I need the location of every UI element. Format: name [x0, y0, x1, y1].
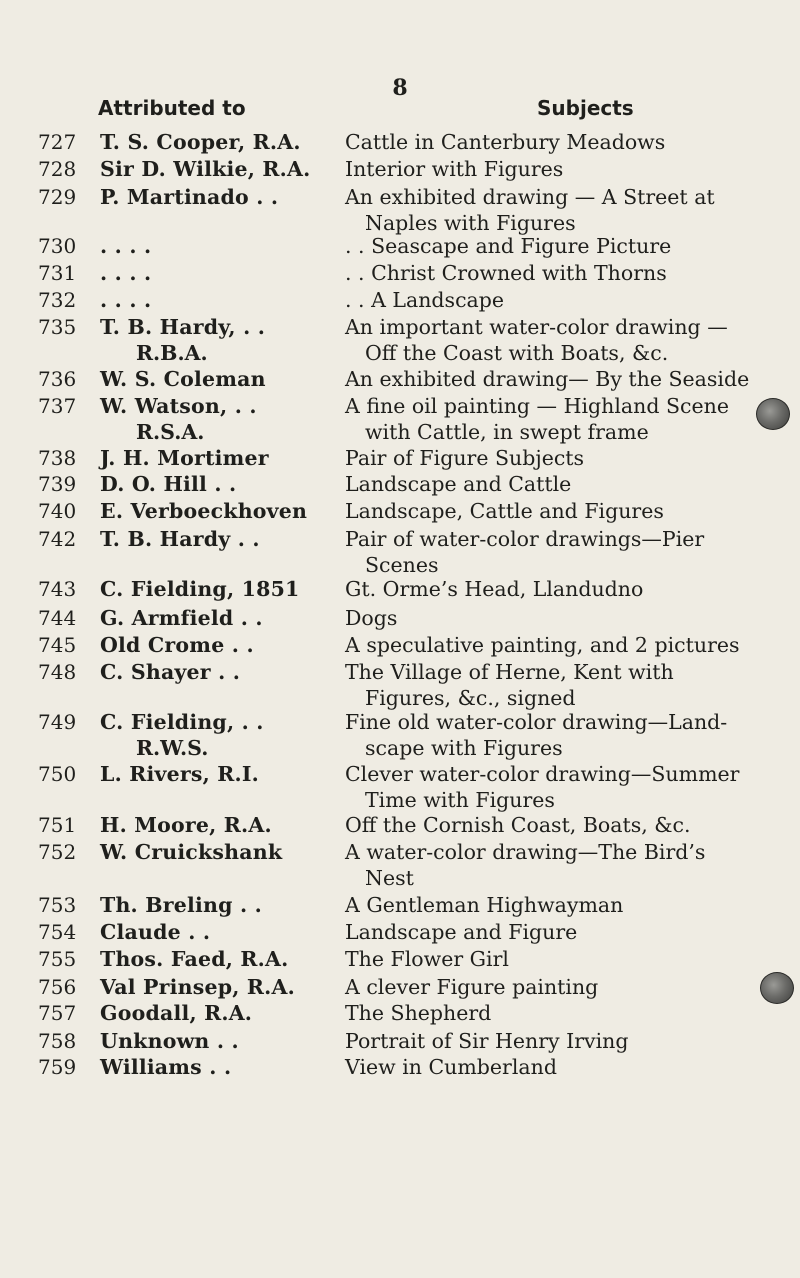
catalogue-entry	[0, 710, 800, 762]
artist-credentials: R.S.A.	[136, 420, 205, 444]
artist-name: Unknown . .	[100, 1029, 239, 1053]
artist-name: Sir D. Wilkie, R.A.	[100, 157, 311, 181]
subject-text: Dogs	[345, 606, 398, 630]
subject-text: . . A Landscape	[345, 288, 505, 312]
subject-text: The Shepherd	[345, 1001, 492, 1025]
catalogue-entry	[0, 893, 800, 918]
catalogue-entry	[0, 1001, 800, 1026]
artist-name: . . . .	[100, 288, 152, 312]
catalogue-entry	[0, 947, 800, 972]
subject-text: The Flower Girl	[345, 947, 509, 971]
catalogue-entry	[0, 920, 800, 945]
subject-continued: Time with Figures	[365, 788, 555, 812]
subject-text: Cattle in Canterbury Meadows	[345, 130, 666, 154]
catalogue-entry	[0, 1055, 800, 1080]
artist-name: Val Prinsep, R.A.	[100, 975, 295, 999]
subject-text: Portrait of Sir Henry Irving	[345, 1029, 629, 1053]
wax-seal-icon	[760, 972, 794, 1004]
artist-name: L. Rivers, R.I.	[100, 762, 259, 786]
catalogue-entry	[0, 472, 800, 497]
catalogue-entry	[0, 157, 800, 182]
lot-number: 750	[38, 762, 77, 786]
column-header-attributed: Attributed to	[98, 96, 246, 120]
artist-name: C. Fielding, 1851	[100, 577, 300, 601]
lot-number: 742	[38, 527, 77, 551]
subject-text: . . Christ Crowned with Thorns	[345, 261, 667, 285]
subject-text: An exhibited drawing — A Street at	[345, 185, 715, 209]
lot-number: 730	[38, 234, 77, 258]
lot-number: 743	[38, 577, 77, 601]
lot-number: 754	[38, 920, 77, 944]
subject-text: A fine oil painting — Highland Scene	[345, 394, 729, 418]
lot-number: 737	[38, 394, 77, 418]
catalogue-entry	[0, 234, 800, 259]
artist-name: J. H. Mortimer	[100, 446, 269, 470]
subject-text: The Village of Herne, Kent with	[345, 660, 674, 684]
subject-text: Interior with Figures	[345, 157, 564, 181]
artist-name: H. Moore, R.A.	[100, 813, 272, 837]
catalogue-entry	[0, 394, 800, 446]
artist-name: Th. Breling . .	[100, 893, 262, 917]
lot-number: 745	[38, 633, 77, 657]
subject-text: . . Seascape and Figure Picture	[345, 234, 672, 258]
lot-number: 753	[38, 893, 77, 917]
artist-name: E. Verboeckhoven	[100, 499, 308, 523]
artist-name: G. Armfield . .	[100, 606, 263, 630]
catalogue-entry	[0, 577, 800, 602]
subject-continued: Scenes	[365, 553, 439, 577]
catalogue-entry	[0, 813, 800, 838]
artist-name: . . . .	[100, 261, 152, 285]
artist-name: C. Fielding, . .	[100, 710, 264, 734]
subject-continued: Off the Coast with Boats, &c.	[365, 341, 669, 365]
subject-text: Pair of Figure Subjects	[345, 446, 585, 470]
artist-name: W. S. Coleman	[100, 367, 266, 391]
catalogue-entry	[0, 499, 800, 524]
subject-text: Pair of water-color drawings—Pier	[345, 527, 705, 551]
subject-text: Landscape and Figure	[345, 920, 578, 944]
subject-text: Landscape, Cattle and Figures	[345, 499, 664, 523]
lot-number: 736	[38, 367, 77, 391]
lot-number: 735	[38, 315, 77, 339]
artist-name: T. B. Hardy . .	[100, 527, 260, 551]
artist-name: W. Watson, . .	[100, 394, 257, 418]
artist-name: T. S. Cooper, R.A.	[100, 130, 301, 154]
subject-text: A Gentleman Highwayman	[345, 893, 624, 917]
lot-number: 732	[38, 288, 77, 312]
catalogue-entry	[0, 527, 800, 579]
catalogue-entry	[0, 606, 800, 631]
lot-number: 759	[38, 1055, 77, 1079]
artist-name: P. Martinado . .	[100, 185, 279, 209]
subject-text: Gt. Orme’s Head, Llandudno	[345, 577, 644, 601]
lot-number: 751	[38, 813, 77, 837]
lot-number: 738	[38, 446, 77, 470]
artist-name: Thos. Faed, R.A.	[100, 947, 289, 971]
lot-number: 729	[38, 185, 77, 209]
subject-continued: Figures, &c., signed	[365, 686, 576, 710]
catalogue-entry	[0, 288, 800, 313]
lot-number: 749	[38, 710, 77, 734]
lot-number: 748	[38, 660, 77, 684]
catalogue-entry	[0, 315, 800, 367]
lot-number: 755	[38, 947, 77, 971]
subject-text: An exhibited drawing— By the Seaside	[345, 367, 750, 391]
catalogue-entry	[0, 261, 800, 286]
subject-text: A water-color drawing—The Bird’s	[345, 840, 706, 864]
lot-number: 740	[38, 499, 77, 523]
artist-name: Williams . .	[100, 1055, 232, 1079]
catalogue-entry	[0, 840, 800, 892]
lot-number: 752	[38, 840, 77, 864]
artist-name: Goodall, R.A.	[100, 1001, 253, 1025]
subject-text: A speculative painting, and 2 pictures	[345, 633, 740, 657]
lot-number: 728	[38, 157, 77, 181]
artist-credentials: R.W.S.	[136, 736, 209, 760]
page-number: 8	[392, 75, 408, 101]
artist-name: Old Crome . .	[100, 633, 254, 657]
artist-name: D. O. Hill . .	[100, 472, 237, 496]
subject-continued: with Cattle, in swept frame	[365, 420, 649, 444]
subject-text: An important water-color drawing —	[345, 315, 728, 339]
subject-text: Landscape and Cattle	[345, 472, 572, 496]
column-header-subjects: Subjects	[537, 96, 634, 120]
artist-name: W. Cruickshank	[100, 840, 283, 864]
artist-name: Claude . .	[100, 920, 211, 944]
lot-number: 739	[38, 472, 77, 496]
artist-credentials: R.B.A.	[136, 341, 208, 365]
catalogue-entry	[0, 660, 800, 712]
subject-text: A clever Figure painting	[345, 975, 599, 999]
subject-continued: Nest	[365, 866, 414, 890]
subject-text: Fine old water-color drawing—Land-	[345, 710, 728, 734]
subject-continued: Naples with Figures	[365, 211, 576, 235]
catalogue-entry	[0, 367, 800, 392]
lot-number: 758	[38, 1029, 77, 1053]
catalogue-entry	[0, 633, 800, 658]
artist-name: T. B. Hardy, . .	[100, 315, 266, 339]
lot-number: 757	[38, 1001, 77, 1025]
wax-seal-icon	[756, 398, 790, 430]
artist-name: C. Shayer . .	[100, 660, 241, 684]
lot-number: 727	[38, 130, 77, 154]
catalogue-entry	[0, 185, 800, 237]
catalogue-entry	[0, 446, 800, 471]
lot-number: 731	[38, 261, 77, 285]
catalogue-entry	[0, 130, 800, 155]
subject-text: Clever water-color drawing—Summer	[345, 762, 740, 786]
catalogue-entry	[0, 762, 800, 814]
artist-name: . . . .	[100, 234, 152, 258]
lot-number: 744	[38, 606, 77, 630]
lot-number: 756	[38, 975, 77, 999]
catalogue-entry	[0, 975, 800, 1000]
subject-text: View in Cumberland	[345, 1055, 557, 1079]
catalogue-entry	[0, 1029, 800, 1054]
subject-text: Off the Cornish Coast, Boats, &c.	[345, 813, 691, 837]
subject-continued: scape with Figures	[365, 736, 563, 760]
